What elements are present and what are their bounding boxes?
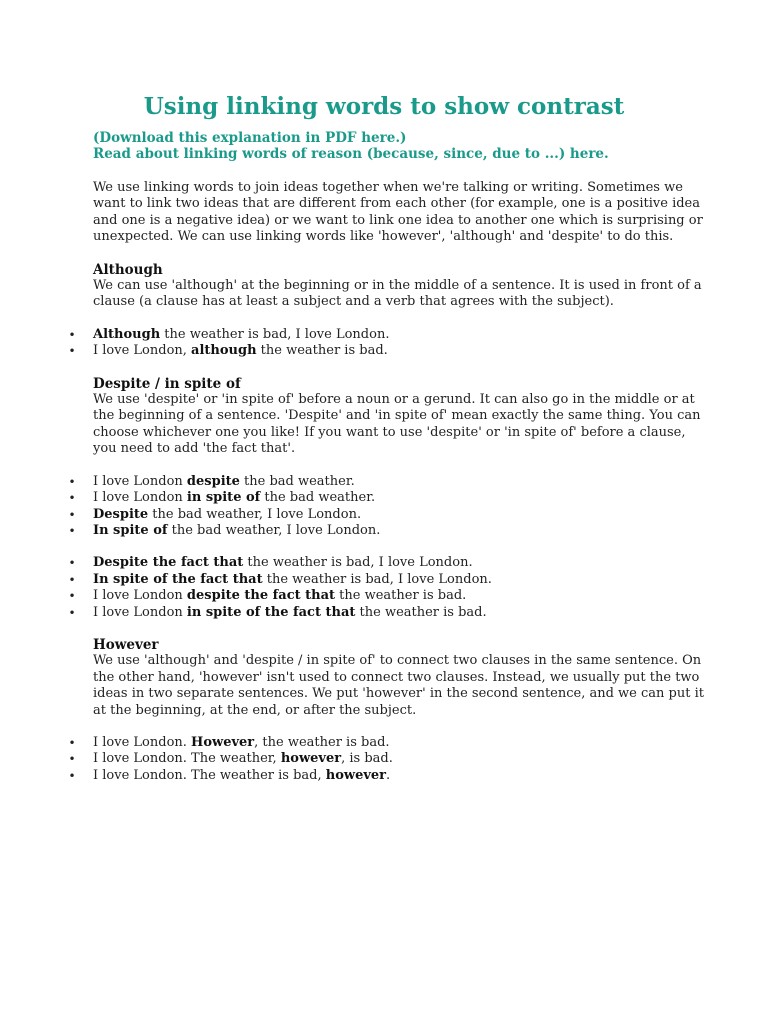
bullet-icon: •	[68, 589, 76, 604]
article-body	[68, 180, 713, 800]
bullet-icon: •	[68, 735, 76, 750]
examples-list-however	[68, 734, 713, 784]
bullet-icon: •	[68, 523, 76, 538]
bullet-icon: •	[68, 605, 76, 620]
section-although	[68, 261, 713, 360]
section-text-despite: We use 'despite' or 'in spite of' before a noun or a gerund. It can also go in the middle or at the beginning of a sentence. 'Despite' and 'in spite of' mean exactly the same thing. You can choose whichever one you like! If you want to use 'despite' or 'in spite of' before a clause, you need to add 'the fact that'.	[93, 392, 701, 457]
list-item: • I love London despite the fact that the weather is bad.	[68, 588, 467, 604]
list-item: • Despite the bad weather, I love London.	[68, 506, 362, 522]
section-heading-however: However	[93, 636, 159, 653]
bullet-icon: •	[68, 327, 76, 342]
bullet-icon: •	[68, 768, 76, 783]
section-text-however: We use 'although' and 'despite / in spite of' to connect two clauses in the same sentence. On the other hand, 'however' isn't used to connect two clauses. Instead, we usually put the two ideas in two separate sentences. We put 'however' in the second sentence, and we can put it at the beginning, at the end, or after the subject.	[93, 653, 704, 718]
list-item: • In spite of the bad weather, I love London.	[68, 522, 381, 538]
bullet-icon: •	[68, 752, 76, 767]
bullet-icon: •	[68, 474, 76, 489]
linking-words-reason-link[interactable]: Read about linking words of reason (because, since, due to ...) here.	[93, 146, 609, 162]
bullet-icon: •	[68, 491, 76, 506]
section-despite	[68, 375, 713, 621]
list-item: • Although the weather is bad, I love London.	[68, 326, 390, 342]
list-item: • In spite of the fact that the weather is bad, I love London.	[68, 571, 492, 587]
download-pdf-link[interactable]: (Download this explanation in PDF here.)	[93, 130, 407, 146]
bullet-icon: •	[68, 507, 76, 522]
page-title: Using linking words to show contrast	[143, 93, 625, 120]
list-item: • I love London despite the bad weather.	[68, 473, 355, 489]
list-item: • I love London. However, the weather is bad.	[68, 734, 390, 750]
section-heading-although: Although	[93, 261, 163, 278]
list-item: • I love London. The weather, however, is bad.	[68, 751, 393, 767]
examples-list-although	[68, 326, 713, 360]
examples-list-despite-fact	[68, 555, 713, 621]
list-item: • I love London in spite of the bad weather.	[68, 490, 376, 506]
bullet-icon: •	[68, 556, 76, 571]
list-item: • I love London in spite of the fact that the weather is bad.	[68, 604, 487, 620]
bullet-icon: •	[68, 344, 76, 359]
list-item: • I love London, although the weather is bad.	[68, 343, 388, 359]
section-heading-despite: Despite / in spite of	[93, 375, 241, 392]
section-text-although: We can use 'although' at the beginning or in the middle of a sentence. It is used in front of a clause (a clause has at least a subject and a verb that agrees with the subject).	[93, 278, 702, 310]
list-item: • I love London. The weather is bad, however.	[68, 767, 391, 783]
intro-paragraph: We use linking words to join ideas together when we're talking or writing. Sometimes we want to link two ideas that are different from each other (for example, one is a positive idea and one is a negative idea) or we want to link one idea to another one which is surprising or unexpected. We can use linking words like 'however', 'although' and 'despite' to do this.	[93, 180, 703, 245]
examples-list-despite	[68, 473, 713, 540]
intro-links	[93, 130, 733, 162]
bullet-icon: •	[68, 572, 76, 587]
list-item: • Despite the fact that the weather is bad, I love London.	[68, 555, 473, 571]
section-however	[68, 636, 713, 784]
